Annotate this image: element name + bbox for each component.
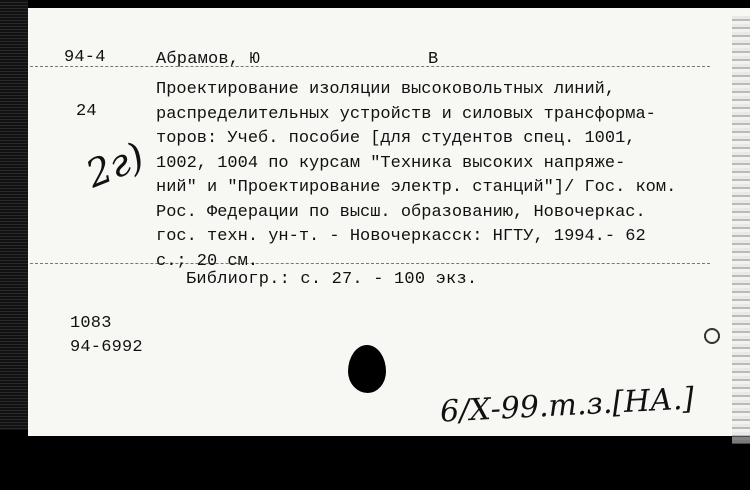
description-line: с.; 20 см. <box>156 251 259 271</box>
bottom-number-2: 94-6992 <box>70 338 143 357</box>
description-line: торов: Учеб. пособие [для студентов спец. 1001, <box>156 129 636 148</box>
description-block <box>156 78 676 274</box>
handwritten-mark: 2г) <box>79 133 151 197</box>
description-line: гос. техн. ун-т. - Новочеркасск: НГТУ, 1994.- 62 <box>156 227 646 246</box>
call-number-1: 94-4 <box>64 48 106 67</box>
bibliography-note: Библиогр.: с. 27. - 100 экз. <box>186 270 478 289</box>
scan-left-edge <box>0 0 28 430</box>
description-line: 1002, 1004 по курсам "Техника высоких напряже- <box>156 153 626 173</box>
description-line: Проектирование изоляции высоковольтных линий, <box>156 80 616 99</box>
scan-right-edge <box>732 16 750 444</box>
author-heading: Абрамов, Ю <box>156 50 261 69</box>
heading-letter: В <box>428 50 439 69</box>
description-line: Рос. Федерации по высш. образованию, Новочеркас. <box>156 202 646 222</box>
description-line: распределительных устройств и силовых трансформа- <box>156 104 656 124</box>
catalog-card <box>28 8 750 436</box>
rule-top <box>30 66 710 67</box>
punch-hole <box>704 328 720 344</box>
handwritten-footer: 6/Х-99.т.з.[НА.] <box>439 381 695 430</box>
bottom-number-1: 1083 <box>70 314 112 333</box>
description-line: ний" и "Проектирование электр. станций"]/ Гос. ком. <box>156 178 677 197</box>
call-number-2: 24 <box>76 102 97 121</box>
ink-blot <box>348 345 386 393</box>
